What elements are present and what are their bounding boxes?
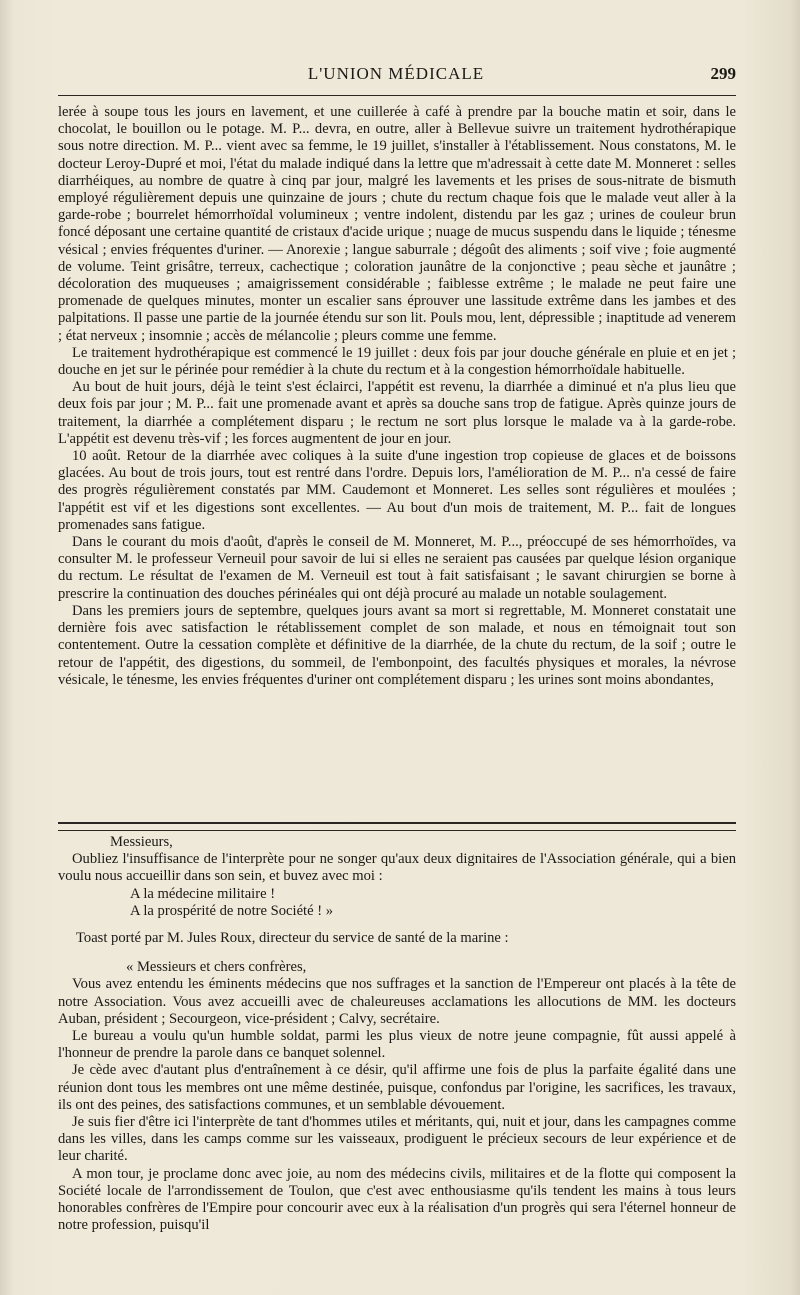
toast-line: A la médecine militaire !	[130, 885, 276, 902]
paragraph: Je cède avec d'autant plus d'entraînement à ce désir, qu'il affirme une fois de plus la parfaite égalité dans une réunion dont tous les membres ont une même destinée, puisque, confondus par l'origine, les sacrifices, les travaux, ils ont des peines, des satisfactions communes, et un semblable dévouement.	[58, 1062, 736, 1113]
quote-opening: « Messieurs et chers confrères,	[126, 959, 307, 976]
page-header	[56, 64, 736, 88]
toast-line: A la prospérité de notre Société ! »	[130, 902, 334, 919]
paragraph: 10 août. Retour de la diarrhée avec coliques à la suite d'une ingestion trop copieuse de glaces et de boissons glacées. Au bout de trois jours, tout est rentré dans l'ordre. Depuis lors, l'amélioration de M. P... n'a cessé de faire des progrès régulièrement constatés par MM. Caudemont et Monneret. Les selles sont régulières et moulées ; l'appétit est vif et les digestions sont excellentes. — Au bout d'un mois de traitement, M. P... fait de longues promenades sans fatigue.	[58, 448, 736, 533]
paragraph: Le traitement hydrothérapique est commencé le 19 juillet : deux fois par jour douche générale en pluie et en jet ; douche en jet sur le périnée pour remédier à la chute du rectum et à la congestion hémorrhoïdale habituelle.	[58, 344, 736, 379]
toast-intro: Toast porté par M. Jules Roux, directeur du service de santé de la marine :	[76, 930, 509, 947]
running-head: L'UNION MÉDICALE	[307, 64, 485, 83]
salutation: Messieurs,	[110, 834, 173, 850]
case-report-text	[58, 104, 736, 689]
paragraph: Oubliez l'insuffisance de l'interprète pour ne songer qu'aux deux dignitaires de l'Association générale, qui a bien voulu nous accueillir dans son sein, et buvez avec moi :	[58, 851, 736, 885]
banquet-speech-text	[58, 834, 736, 1234]
paragraph: Au bout de huit jours, déjà le teint s'est éclairci, l'appétit est revenu, la diarrhée a diminué et n'a plus lieu que deux fois par jour ; M. P... fait une promenade avant et après sa douche sans trop de fatigue. Après quinze jours de traitement, la diarrhée a complétement disparu ; le rectum ne sort plus lorsque le malade va à la garde-robe. L'appétit est devenu très-vif ; les forces augmentent de jour en jour.	[58, 379, 736, 447]
paragraph: Dans les premiers jours de septembre, quelques jours avant sa mort si regrettable, M. Monneret constatait une dernière fois avec satisfaction le rétablissement complet de son malade, et nous en témoignait tout son contentement. Outre la cessation complète et définitive de la diarrhée, de la chute du rectum, de la soif ; outre le retour de l'appétit, des digestions, du sommeil, de l'embonpoint, des facultés physiques et morales, la névrose vésicale, le ténesme, les envies fréquentes d'uriner ont complétement disparu ; les urines sont moins abondantes,	[58, 602, 736, 688]
paragraph: A mon tour, je proclame donc avec joie, au nom des médecins civils, militaires et de la flotte qui composent la Société locale de l'arrondissement de Toulon, que c'est avec enthousiasme qu'ils tendent les mains à tous leurs honorables confrères de l'Empire pour concourir avec eux à la réalisation d'un progrès qui sera l'éternel honneur de notre profession, puisqu'il	[58, 1165, 736, 1234]
paragraph: lerée à soupe tous les jours en lavement, et une cuillerée à café à prendre par la bouche matin et soir, dans le chocolat, le bouillon ou le potage. M. P... devra, en outre, aller à Bellevue suivre un traitement hydrothérapique sous notre direction. M. P... vient avec sa femme, le 19 juillet, s'installer à l'établissement. Nous constatons, M. le docteur Leroy-Dupré et moi, l'état du malade indiqué dans la lettre que m'adressait à cette date M. Monneret : selles diarrhéiques, au nombre de quatre à cinq par jour, malgré les lavements et les prises de sous-nitrate de bismuth employé régulièrement depuis une quinzaine de jours ; chute du rectum chaque fois que le malade veut aller à la garde-robe ; bourrelet hémorrhoïdal volumineux ; ventre indolent, distendu par les gaz ; urines de couleur brun foncé déposant une certaine quantité de cristaux d'acide urique ; nuage de mucus suspendu dans le liquide ; ténesme vésical ; envies fréquentes d'uriner. — Anorexie ; langue saburrale ; dégoût des aliments ; soif vive ; foie augmenté de volume. Teint grisâtre, terreux, cachectique ; coloration jaunâtre de la conjonctive ; peau sèche et jaunâtre ; décoloration des muqueuses ; amaigrissement considérable ; faiblesse extrême ; le malade ne peut faire une promenade de quelques minutes, monter un escalier sans éprouver une lassitude extrême dans les jambes et des palpitations. Il passe une partie de la journée étendu sur son lit. Pouls mou, lent, dépressible ; inaptitude ad venerem ; état nerveux ; insomnie ; accès de mélancolie ; pleurs comme une femme.	[58, 104, 736, 344]
header-rule	[58, 95, 736, 96]
paragraph: Dans le courant du mois d'août, d'après le conseil de M. Monneret, M. P..., préoccupé de ses hémorrhoïdes, va consulter M. le professeur Verneuil pour savoir de lui si elles ne seraient pas causées par quelque lésion organique du rectum. Le résultat de l'examen de M. Verneuil est tout à fait satisfaisant ; le savant chirurgien se borne à prescrire la continuation des douches périnéales qui ont déjà procuré au malade un notable soulagement.	[58, 534, 736, 602]
section-divider	[58, 822, 736, 831]
page-number: 299	[710, 64, 736, 83]
paragraph: Je suis fier d'être ici l'interprète de tant d'hommes utiles et méritants, qui, nuit et jour, dans les campagnes comme dans les villes, dans les camps comme sur les vaisseaux, prodiguent le précieux secours de leur expérience et de leur charité.	[58, 1114, 736, 1165]
paragraph: Le bureau a voulu qu'un humble soldat, parmi les plus vieux de notre jeune compagnie, fût aussi appelé à l'honneur de prendre la parole dans ce banquet solennel.	[58, 1028, 736, 1062]
paragraph: Vous avez entendu les éminents médecins que nos suffrages et la sanction de l'Empereur ont placés à la tête de notre Association. Vous avez accueilli avec de chaleureuses acclamations les allocutions de MM. les docteurs Auban, président ; Secourgeon, vice-président ; Calvy, secrétaire.	[58, 976, 736, 1027]
